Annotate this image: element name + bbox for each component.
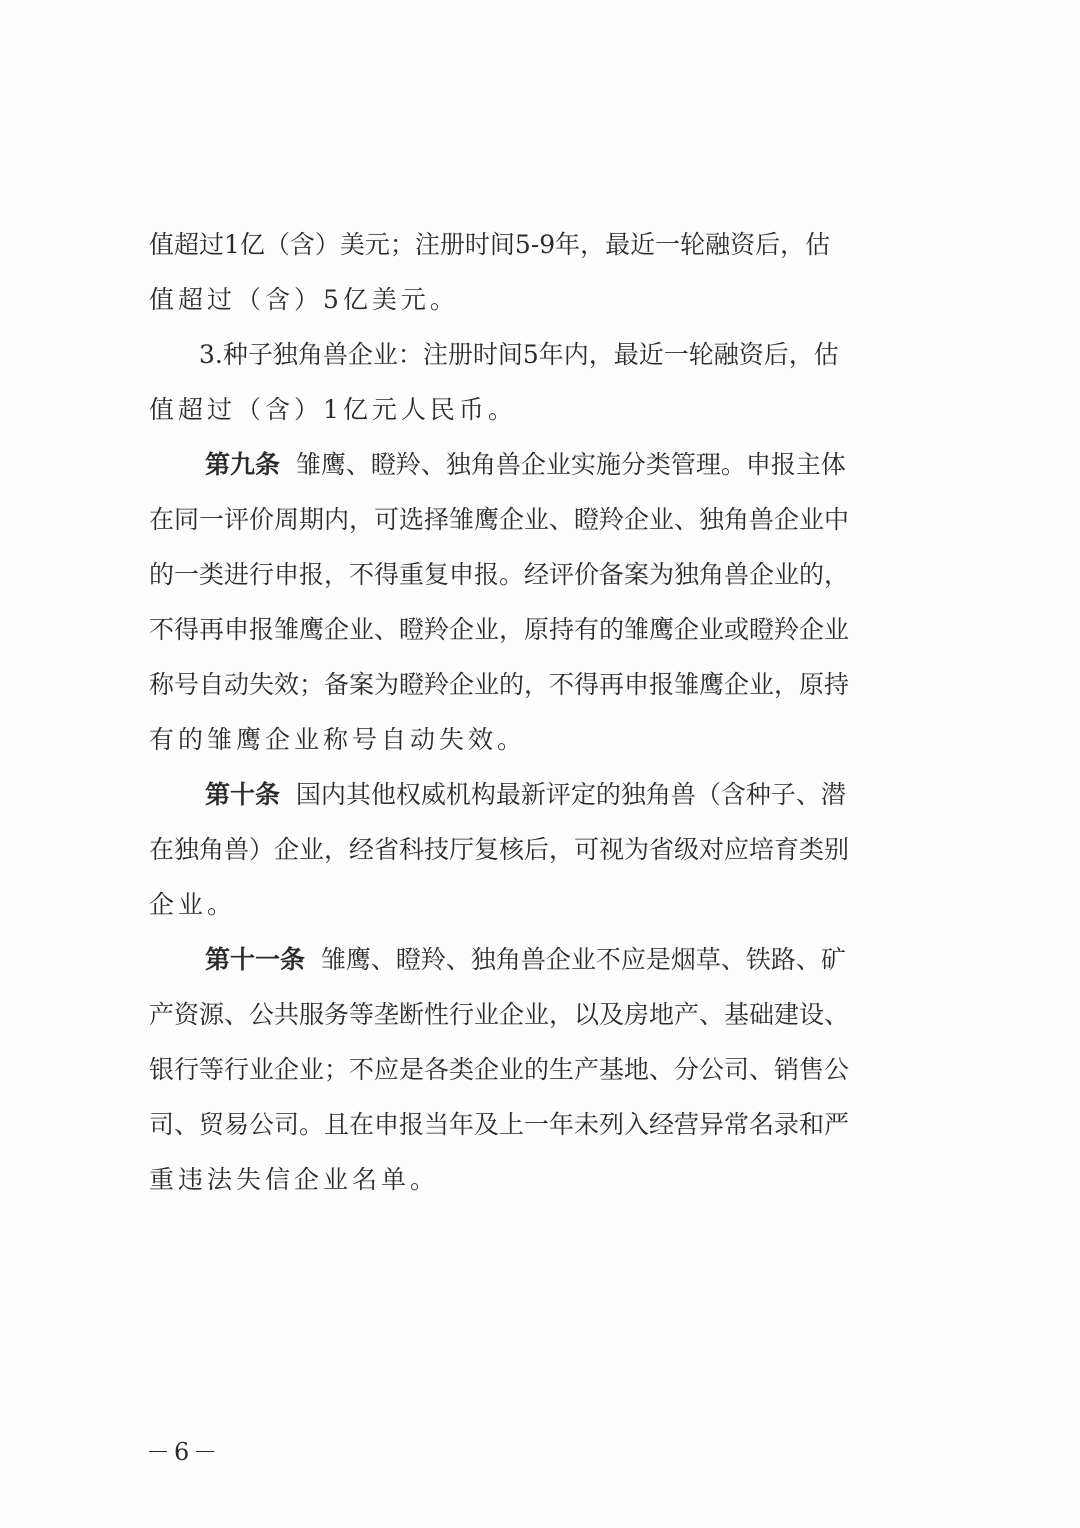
- line-content: [205, 437, 846, 492]
- line-text: 雏鹰、瞪羚、独角兽企业不应是烟草、铁路、矿: [320, 945, 846, 974]
- text-line: [149, 1152, 939, 1207]
- text-line: [149, 437, 939, 492]
- line-text: 不得再申报雏鹰企业、瞪羚企业，原持有的雏鹰企业或瞪羚企业: [149, 615, 850, 644]
- line-content: [205, 767, 846, 822]
- text-line: [149, 1042, 939, 1097]
- text-line: [149, 382, 939, 437]
- article-heading: 第九条: [205, 450, 281, 479]
- line-text: 在同一评价周期内，可选择雏鹰企业、瞪羚企业、独角兽企业中: [149, 505, 850, 534]
- text-line: [149, 272, 939, 327]
- line-text: 司、贸易公司。且在申报当年及上一年未列入经营异常名录和严: [149, 1110, 850, 1139]
- line-text: 国内其他权威机构最新评定的独角兽（含种子、潜: [295, 780, 846, 809]
- text-line: [149, 1097, 939, 1152]
- text-line: [149, 327, 939, 382]
- line-text: 称号自动失效；备案为瞪羚企业的，不得再申报雏鹰企业，原持: [149, 670, 850, 699]
- line-text: 值超过（含）5亿美元。: [149, 285, 459, 314]
- line-text: 值超过（含）1亿元人民币。: [149, 395, 517, 424]
- text-line: [149, 547, 939, 602]
- text-line: [149, 822, 939, 877]
- line-text: 银行等行业企业；不应是各类企业的生产基地、分公司、销售公: [149, 1055, 850, 1084]
- line-text: 值超过1亿（含）美元；注册时间5-9年，最近一轮融资后，估: [149, 230, 831, 259]
- text-line: [149, 217, 939, 272]
- line-text: 3.种子独角兽企业：注册时间5年内，最近一轮融资后，估: [199, 340, 839, 369]
- line-text: 企业。: [149, 890, 237, 919]
- document-body: [149, 217, 939, 1207]
- line-text: 重违法失信企业名单。: [149, 1165, 440, 1194]
- text-line: [149, 767, 939, 822]
- page-number: －6－: [146, 1438, 222, 1466]
- text-line: [149, 932, 939, 987]
- line-text: 有的雏鹰企业称号自动失效。: [149, 725, 527, 754]
- article-heading: 第十条: [205, 780, 281, 809]
- line-text: 雏鹰、瞪羚、独角兽企业实施分类管理。申报主体: [295, 450, 846, 479]
- text-line: [149, 657, 939, 712]
- article-heading: 第十一条: [205, 945, 306, 974]
- line-content: [205, 932, 846, 987]
- line-text: 的一类进行申报，不得重复申报。经评价备案为独角兽企业的，: [149, 560, 850, 589]
- line-text: 在独角兽）企业，经省科技厅复核后，可视为省级对应培育类别: [149, 835, 850, 864]
- text-line: [149, 712, 939, 767]
- text-line: [149, 492, 939, 547]
- line-text: 产资源、公共服务等垄断性行业企业，以及房地产、基础建设、: [149, 1000, 850, 1029]
- text-line: [149, 987, 939, 1042]
- text-line: [149, 602, 939, 657]
- text-line: [149, 877, 939, 932]
